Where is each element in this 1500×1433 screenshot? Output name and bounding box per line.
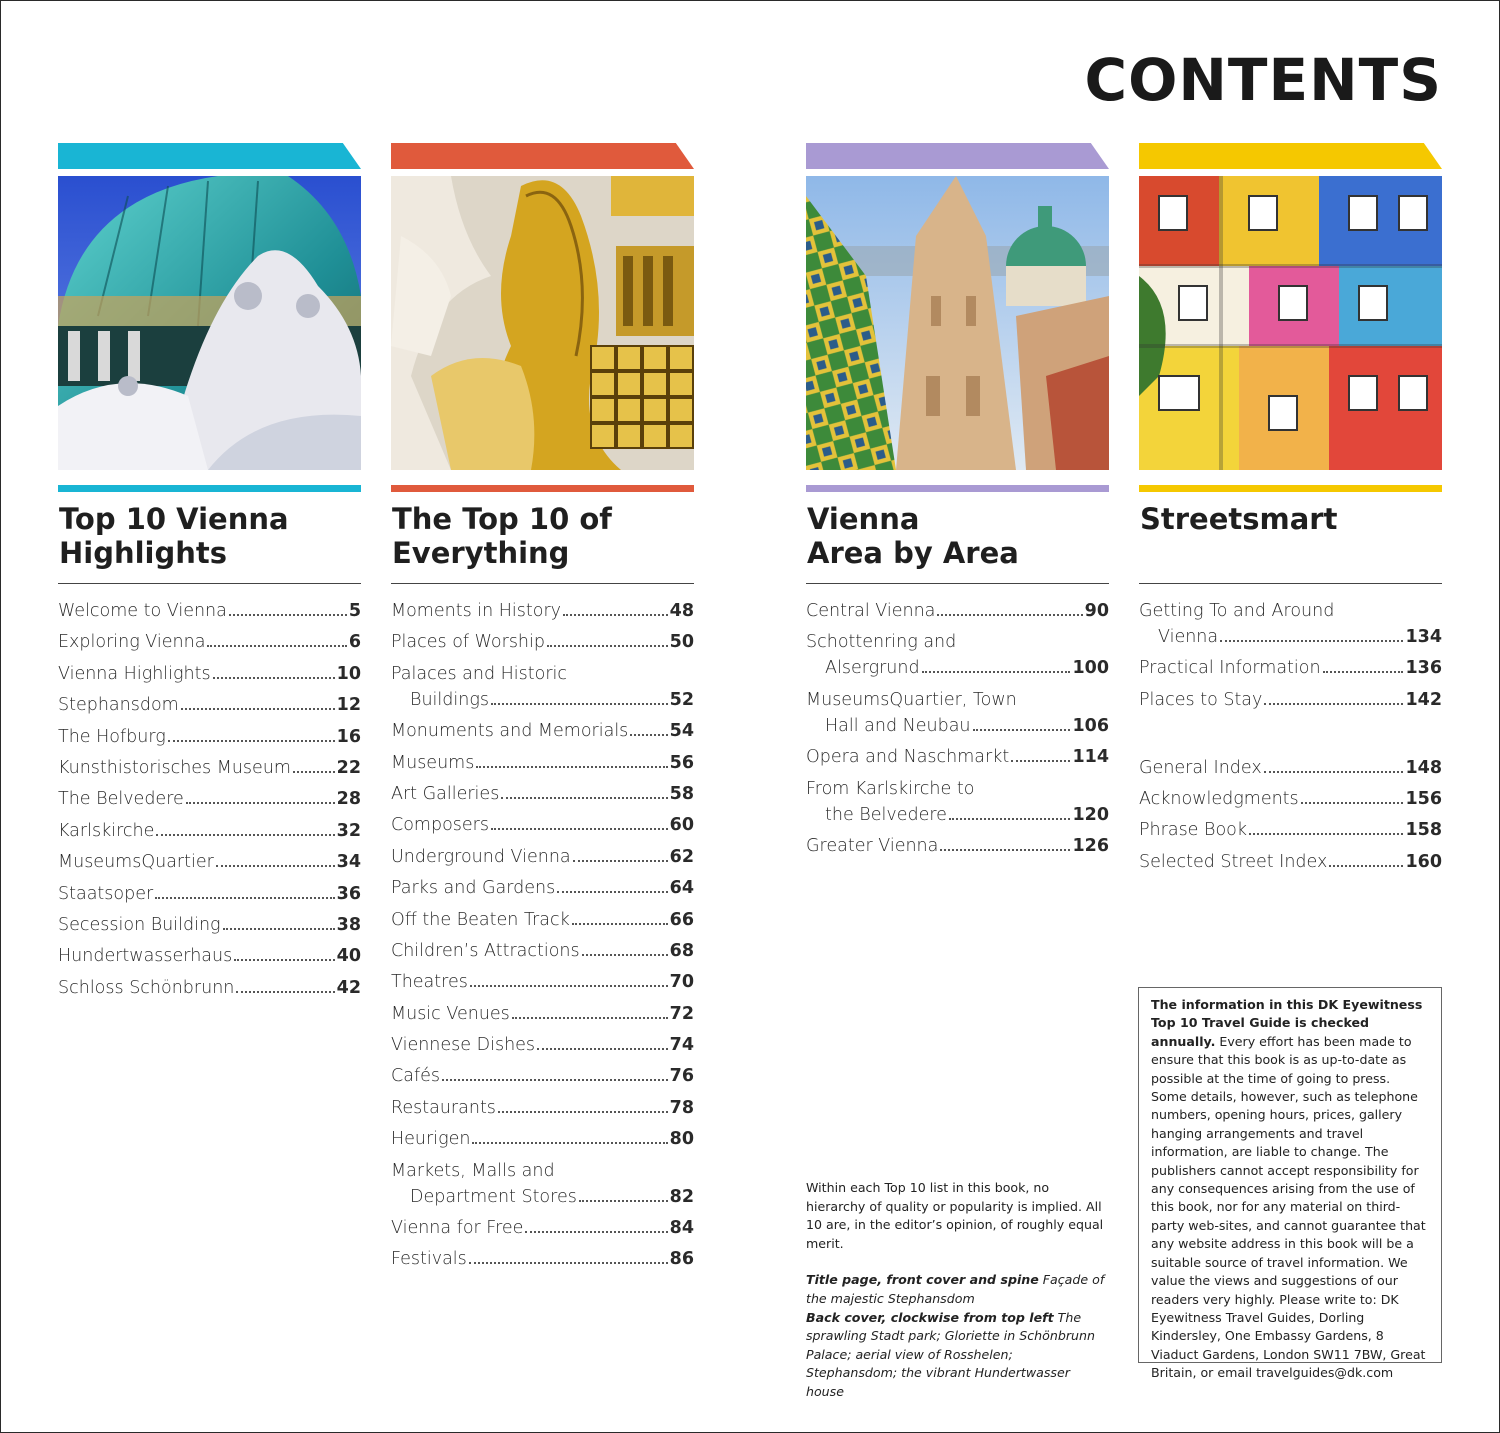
- toc-entry-row: [391, 687, 694, 713]
- section-title: Streetsmart: [1140, 502, 1338, 536]
- toc-entry-label: Hall and Neubau: [825, 715, 971, 736]
- toc-entry-row: [391, 718, 694, 744]
- toc-page-number: 136: [1405, 658, 1442, 679]
- toc-entry[interactable]: [391, 781, 694, 807]
- section-rule: [1139, 583, 1442, 584]
- toc-entry-label: Moments in History: [391, 601, 562, 621]
- toc-entry-row: [391, 844, 694, 870]
- toc-entry-label-line1: Schottenring and: [806, 632, 957, 653]
- toc-page-number: 86: [669, 1249, 694, 1270]
- toc-entry-row: [58, 629, 361, 655]
- toc-entry[interactable]: [1139, 786, 1442, 812]
- credit-label: Title page, front cover and spine: [806, 1272, 1039, 1288]
- toc-entry-row: [58, 786, 361, 812]
- toc-entry-label: Vienna for Free: [391, 1218, 524, 1239]
- dot-leader: [168, 740, 335, 742]
- toc-entry-label: Exploring Vienna: [58, 632, 206, 653]
- toc-entry[interactable]: [391, 969, 694, 995]
- toc-entry-label: Children’s Attractions: [391, 940, 580, 961]
- section-underline: [806, 485, 1109, 492]
- toc-page-number: 42: [336, 977, 361, 998]
- toc-entry-label: Greater Vienna: [806, 835, 939, 856]
- toc-entry-label-line1: Getting To and Around: [1139, 601, 1335, 621]
- toc-entry[interactable]: [391, 750, 694, 776]
- dot-leader: [207, 645, 346, 647]
- toc-entry-label: Phrase Book: [1139, 820, 1248, 841]
- dot-leader: [491, 703, 668, 705]
- toc-entry-label: Central Vienna: [806, 601, 936, 621]
- dot-leader: [472, 1142, 667, 1144]
- dot-leader: [229, 614, 347, 616]
- dot-leader: [563, 614, 668, 616]
- toc-page-number: 158: [1405, 820, 1442, 841]
- toc-entry-label: Schloss Schönbrunn: [58, 977, 235, 998]
- toc-page-number: 148: [1405, 757, 1442, 778]
- toc-entry[interactable]: [58, 881, 361, 907]
- toc-entry[interactable]: [1139, 849, 1442, 875]
- dot-leader: [572, 923, 668, 925]
- section-photo: [58, 176, 361, 470]
- toc-page-number: 114: [1072, 747, 1109, 768]
- toc-page-number: 50: [669, 632, 694, 653]
- toc-page-number: 90: [1084, 601, 1109, 621]
- dot-leader: [223, 928, 335, 930]
- dot-leader: [940, 849, 1070, 851]
- note-body: Every effort has been made to ensure that this book is as up-to-date as possible at the time of going to press. Some details, however, such as telephone numbers, opening hours, prices, gallery hanging arrangements and travel information, are liable to change. The publishers cannot accept responsibility for any consequences arising from the use of this book, nor for any material on third-party web-sites, and cannot guarantee that any website address in this book will be a suitable source of travel information. We value the views and suggestions of our readers very highly. Please write to: DK Eyewitness Travel Guides, Dorling Kindersley, One Embassy Gardens, 8 Viaduct Gardens, London SW11 7BW, Great Britain, or email travelguides@dk.com: [1151, 1033, 1426, 1381]
- toc-entry[interactable]: [391, 844, 694, 870]
- section-tab: [1139, 143, 1442, 169]
- credit-text: Façade of the majestic Stephansdom: [806, 1272, 1105, 1306]
- toc-entry-row: [391, 812, 694, 838]
- toc-entry-row: [58, 724, 361, 750]
- toc-entry[interactable]: [806, 629, 1109, 681]
- dot-leader: [236, 991, 334, 993]
- toc-page-number: 54: [669, 721, 694, 742]
- dot-leader: [557, 891, 667, 893]
- toc-entry[interactable]: [391, 1158, 694, 1210]
- toc-entry[interactable]: [391, 629, 694, 655]
- toc-entry-row: [1139, 817, 1442, 843]
- credit-label: Back cover, clockwise from top left: [806, 1309, 1054, 1325]
- section-photo: [1139, 176, 1442, 470]
- dot-leader: [1249, 833, 1403, 835]
- page-title: CONTENTS: [1084, 46, 1442, 114]
- toc-entry-label-line1: MuseumsQuartier, Town: [806, 689, 1017, 710]
- toc-entry-label: Cafés: [391, 1066, 440, 1087]
- dot-leader: [1220, 640, 1403, 642]
- toc-entry[interactable]: [58, 786, 361, 812]
- toc-list: [1139, 598, 1442, 875]
- toc-page-number: 78: [669, 1097, 694, 1118]
- toc-entry-label: Monuments and Memorials: [391, 721, 629, 742]
- toc-entry-row: [806, 598, 1109, 624]
- section-top10-everything: [391, 143, 694, 1278]
- dot-leader: [537, 1048, 668, 1050]
- toc-page-number: 120: [1072, 804, 1109, 825]
- toc-entry[interactable]: [1139, 598, 1442, 650]
- dot-leader: [1264, 703, 1403, 705]
- toc-entry-label-line1: From Karlskirche to: [806, 778, 975, 799]
- dot-leader: [293, 771, 335, 773]
- dot-leader: [498, 1111, 668, 1113]
- toc-entry[interactable]: [806, 598, 1109, 624]
- toc-entry[interactable]: [391, 661, 694, 713]
- section-underline: [58, 485, 361, 492]
- dot-leader: [476, 766, 667, 768]
- toc-page-number: 66: [669, 909, 694, 930]
- dot-leader: [491, 828, 668, 830]
- toc-entry[interactable]: [58, 629, 361, 655]
- toc-entry-row: [391, 969, 694, 995]
- dot-leader: [155, 897, 334, 899]
- toc-list: [806, 598, 1109, 859]
- dot-leader: [1329, 865, 1403, 867]
- toc-entry-label: MuseumsQuartier: [58, 852, 214, 873]
- dot-leader: [582, 954, 668, 956]
- toc-page-number: 10: [336, 663, 361, 684]
- toc-entry-row: [391, 1246, 694, 1272]
- toc-entry-label: the Belvedere: [825, 804, 947, 825]
- toc-entry-row: [1139, 849, 1442, 875]
- toc-entry-row: [1139, 755, 1442, 781]
- toc-page-number: 80: [669, 1129, 694, 1150]
- toc-entry[interactable]: [391, 718, 694, 744]
- toc-page-number: 36: [336, 883, 361, 904]
- toc-entry-row: [1139, 655, 1442, 681]
- toc-entry-label: Places to Stay: [1139, 689, 1263, 710]
- dot-leader: [186, 802, 335, 804]
- toc-entry[interactable]: [391, 1215, 694, 1241]
- toc-entry-label-line1: Palaces and Historic: [391, 663, 568, 684]
- toc-page-number: 84: [669, 1218, 694, 1239]
- toc-page-number: 62: [669, 846, 694, 867]
- section-photo: [391, 176, 694, 470]
- toc-entry[interactable]: [391, 1032, 694, 1058]
- toc-entry[interactable]: [58, 598, 361, 624]
- toc-entry[interactable]: [1139, 755, 1442, 781]
- toc-entry-label: The Hofburg: [58, 726, 166, 747]
- toc-page-number: 160: [1405, 851, 1442, 872]
- toc-entry[interactable]: [806, 776, 1109, 828]
- toc-entry-label: Parks and Gardens: [391, 878, 556, 899]
- dot-leader: [470, 985, 668, 987]
- toc-entry-row: [58, 943, 361, 969]
- toc-entry[interactable]: [391, 875, 694, 901]
- credit-text: The sprawling Stadt park; Gloriette in Schönbrunn Palace; aerial view of Rosshelen; Stephansdom; the vibrant Hundertwasser house: [806, 1309, 1095, 1399]
- dot-leader: [213, 677, 335, 679]
- toc-page-number: 12: [336, 695, 361, 716]
- toc-entry-label: Theatres: [391, 972, 468, 993]
- toc-entry-row: [58, 912, 361, 938]
- toc-entry[interactable]: [806, 833, 1109, 859]
- toc-entry-label: Opera and Naschmarkt: [806, 747, 1010, 768]
- section-streetsmart: [1139, 143, 1442, 880]
- dot-leader: [234, 959, 334, 961]
- toc-entry[interactable]: [1139, 817, 1442, 843]
- toc-entry-row: [806, 744, 1109, 770]
- toc-entry-row: [806, 833, 1109, 859]
- toc-entry-label: Hundertwasserhaus: [58, 946, 233, 967]
- toc-entry[interactable]: [391, 1095, 694, 1121]
- toc-entry-row: [58, 849, 361, 875]
- toc-entry-row: [391, 938, 694, 964]
- toc-entry-row: [58, 598, 361, 624]
- toc-entry-row: [1139, 624, 1442, 650]
- toc-page-number: 100: [1072, 658, 1109, 679]
- toc-entry-row: [58, 755, 361, 781]
- section-tab: [58, 143, 361, 169]
- toc-entry-row: [391, 1184, 694, 1210]
- toc-entry-label: Vienna Highlights: [58, 663, 211, 684]
- toc-page-number: 22: [336, 757, 361, 778]
- dot-leader: [216, 865, 335, 867]
- toc-entry-label: Selected Street Index: [1139, 851, 1328, 872]
- toc-page-number: 52: [669, 689, 694, 710]
- toc-entry-row: [391, 781, 694, 807]
- section-rule: [58, 583, 361, 584]
- toc-entry[interactable]: [391, 812, 694, 838]
- toc-entry-row: [391, 1063, 694, 1089]
- toc-entry[interactable]: [58, 912, 361, 938]
- toc-entry-label: Practical Information: [1139, 658, 1321, 679]
- toc-page-number: 6: [348, 632, 361, 653]
- toc-entry-label: Art Galleries: [391, 783, 500, 804]
- toc-entry-row: [58, 692, 361, 718]
- toc-entry[interactable]: [58, 975, 361, 1001]
- toc-entry-label: Acknowledgments: [1139, 788, 1299, 809]
- section-rule: [391, 583, 694, 584]
- section-highlights: [58, 143, 361, 1006]
- toc-entry-row: [391, 629, 694, 655]
- toc-entry-label: Department Stores: [410, 1186, 577, 1207]
- dot-leader: [1264, 771, 1404, 773]
- section-tab: [391, 143, 694, 169]
- dot-leader: [547, 645, 668, 647]
- dot-leader: [525, 1231, 667, 1233]
- toc-entry-row: [391, 907, 694, 933]
- toc-entry[interactable]: [806, 687, 1109, 739]
- toc-page-number: 156: [1405, 788, 1442, 809]
- toc-entry-label: Kunsthistorisches Museum: [58, 757, 291, 778]
- toc-entry[interactable]: [58, 692, 361, 718]
- toc-page-number: 134: [1405, 627, 1442, 647]
- gilded-relief-photo: [391, 176, 694, 470]
- toc-page-number: 40: [336, 946, 361, 967]
- toc-entry-label: Alsergrund: [825, 658, 920, 679]
- toc-entry-row: [391, 1215, 694, 1241]
- hierarchy-note-text: Within each Top 10 list in this book, no hierarchy of quality or popularity is implied. All 10 are, in the editor’s opinion, of roughly equal merit.: [806, 1180, 1104, 1251]
- toc-entry-row: [58, 881, 361, 907]
- hofburg-photo: [58, 176, 361, 470]
- dot-leader: [181, 708, 335, 710]
- toc-entry-label: Secession Building: [58, 914, 221, 935]
- toc-entry-label: Staatsoper: [58, 883, 154, 904]
- dot-leader: [922, 671, 1071, 673]
- dot-leader: [630, 734, 667, 736]
- toc-page-number: 82: [669, 1186, 694, 1207]
- stephansdom-photo: [806, 176, 1109, 470]
- toc-page-number: 58: [669, 783, 694, 804]
- toc-page-number: 76: [669, 1066, 694, 1087]
- section-title: Top 10 Vienna Highlights: [59, 502, 289, 570]
- toc-entry-label: Off the Beaten Track: [391, 909, 570, 930]
- dot-leader: [1301, 802, 1404, 804]
- toc-list: [58, 598, 361, 1001]
- toc-page-number: 106: [1072, 715, 1109, 736]
- toc-entry-row: [391, 1001, 694, 1027]
- toc-entry[interactable]: [806, 744, 1109, 770]
- toc-list: [391, 598, 694, 1272]
- toc-entry-row: [391, 598, 694, 624]
- toc-entry-row: [58, 975, 361, 1001]
- toc-entry[interactable]: [58, 849, 361, 875]
- toc-entry[interactable]: [1139, 655, 1442, 681]
- dot-leader: [501, 797, 667, 799]
- toc-entry-row: [58, 661, 361, 687]
- toc-page-number: 32: [336, 820, 361, 841]
- toc-entry-row: [391, 1095, 694, 1121]
- section-rule: [806, 583, 1109, 584]
- toc-entry-label-line1: Markets, Malls and: [391, 1160, 555, 1181]
- toc-entry[interactable]: [391, 598, 694, 624]
- toc-entry-row: [1139, 687, 1442, 713]
- toc-page-number: 56: [669, 752, 694, 773]
- hundertwasserhaus-photo: [1139, 176, 1442, 470]
- toc-entry-label: Festivals: [391, 1249, 467, 1270]
- toc-entry[interactable]: [391, 907, 694, 933]
- toc-page-number: 68: [669, 940, 694, 961]
- toc-entry-row: [391, 875, 694, 901]
- dot-leader: [156, 834, 334, 836]
- dot-leader: [469, 1262, 668, 1264]
- toc-entry-label: Composers: [391, 815, 489, 836]
- toc-page-number: 48: [669, 601, 694, 621]
- toc-entry[interactable]: [391, 938, 694, 964]
- toc-entry[interactable]: [58, 661, 361, 687]
- toc-entry[interactable]: [58, 943, 361, 969]
- toc-entry-row: [391, 1126, 694, 1152]
- toc-page-number: 38: [336, 914, 361, 935]
- toc-entry-row: [391, 1032, 694, 1058]
- dot-leader: [442, 1079, 668, 1081]
- toc-spacer: [1139, 718, 1442, 749]
- toc-entry[interactable]: [58, 755, 361, 781]
- toc-entry[interactable]: [391, 1001, 694, 1027]
- dot-leader: [573, 860, 668, 862]
- toc-entry[interactable]: [391, 1246, 694, 1272]
- dot-leader: [1011, 760, 1070, 762]
- toc-page-number: 34: [336, 852, 361, 873]
- toc-page-number: 28: [336, 789, 361, 810]
- dot-leader: [1323, 671, 1404, 673]
- toc-entry-row: [58, 818, 361, 844]
- toc-page-number: 142: [1405, 689, 1442, 710]
- hierarchy-note: [806, 1179, 1106, 1402]
- section-photo: [806, 176, 1109, 470]
- toc-page-number: 126: [1072, 835, 1109, 856]
- toc-entry-label: Museums: [391, 752, 475, 773]
- toc-entry-label: The Belvedere: [58, 789, 184, 810]
- section-title: Vienna Area by Area: [807, 502, 1019, 570]
- toc-page-number: 70: [669, 972, 694, 993]
- toc-page-number: 64: [669, 878, 694, 899]
- toc-entry-label: Stephansdom: [58, 695, 179, 716]
- toc-entry-row: [806, 713, 1109, 739]
- dot-leader: [579, 1200, 668, 1202]
- toc-entry[interactable]: [391, 1126, 694, 1152]
- publisher-note-box: [1138, 987, 1442, 1381]
- toc-page-number: 74: [669, 1035, 694, 1056]
- dot-leader: [937, 614, 1082, 616]
- section-area-by-area: [806, 143, 1109, 864]
- toc-entry-row: [391, 750, 694, 776]
- toc-entry[interactable]: [391, 1063, 694, 1089]
- toc-entry-label: Karlskirche: [58, 820, 155, 841]
- toc-page-number: 60: [669, 815, 694, 836]
- toc-page-number: 72: [669, 1003, 694, 1024]
- section-underline: [391, 485, 694, 492]
- section-underline: [1139, 485, 1442, 492]
- toc-entry-label: Viennese Dishes: [391, 1035, 536, 1056]
- toc-entry[interactable]: [58, 724, 361, 750]
- section-title: The Top 10 of Everything: [392, 502, 612, 570]
- toc-entry-label: Places of Worship: [391, 632, 545, 653]
- toc-entry-row: [806, 655, 1109, 681]
- toc-page-number: 16: [336, 726, 361, 747]
- toc-entry[interactable]: [58, 818, 361, 844]
- toc-entry-label: Vienna: [1158, 627, 1219, 647]
- toc-entry-label: Music Venues: [391, 1003, 510, 1024]
- toc-entry-label: Underground Vienna: [391, 846, 571, 867]
- dot-leader: [512, 1017, 668, 1019]
- toc-entry-row: [1139, 786, 1442, 812]
- dot-leader: [949, 818, 1071, 820]
- cover-credits: [806, 1271, 1106, 1401]
- toc-entry-label: Restaurants: [391, 1097, 496, 1118]
- toc-entry-label: Buildings: [410, 689, 489, 710]
- toc-entry-label: Welcome to Vienna: [58, 601, 227, 621]
- toc-entry[interactable]: [1139, 687, 1442, 713]
- section-tab: [806, 143, 1109, 169]
- toc-entry-label: Heurigen: [391, 1129, 471, 1150]
- toc-entry-label: General Index: [1139, 757, 1262, 778]
- toc-page-number: 5: [348, 601, 361, 621]
- note-lead: The information in this DK Eyewitness Top 10 Travel Guide is checked annually.: [1151, 997, 1423, 1049]
- toc-entry-row: [806, 802, 1109, 828]
- dot-leader: [973, 729, 1071, 731]
